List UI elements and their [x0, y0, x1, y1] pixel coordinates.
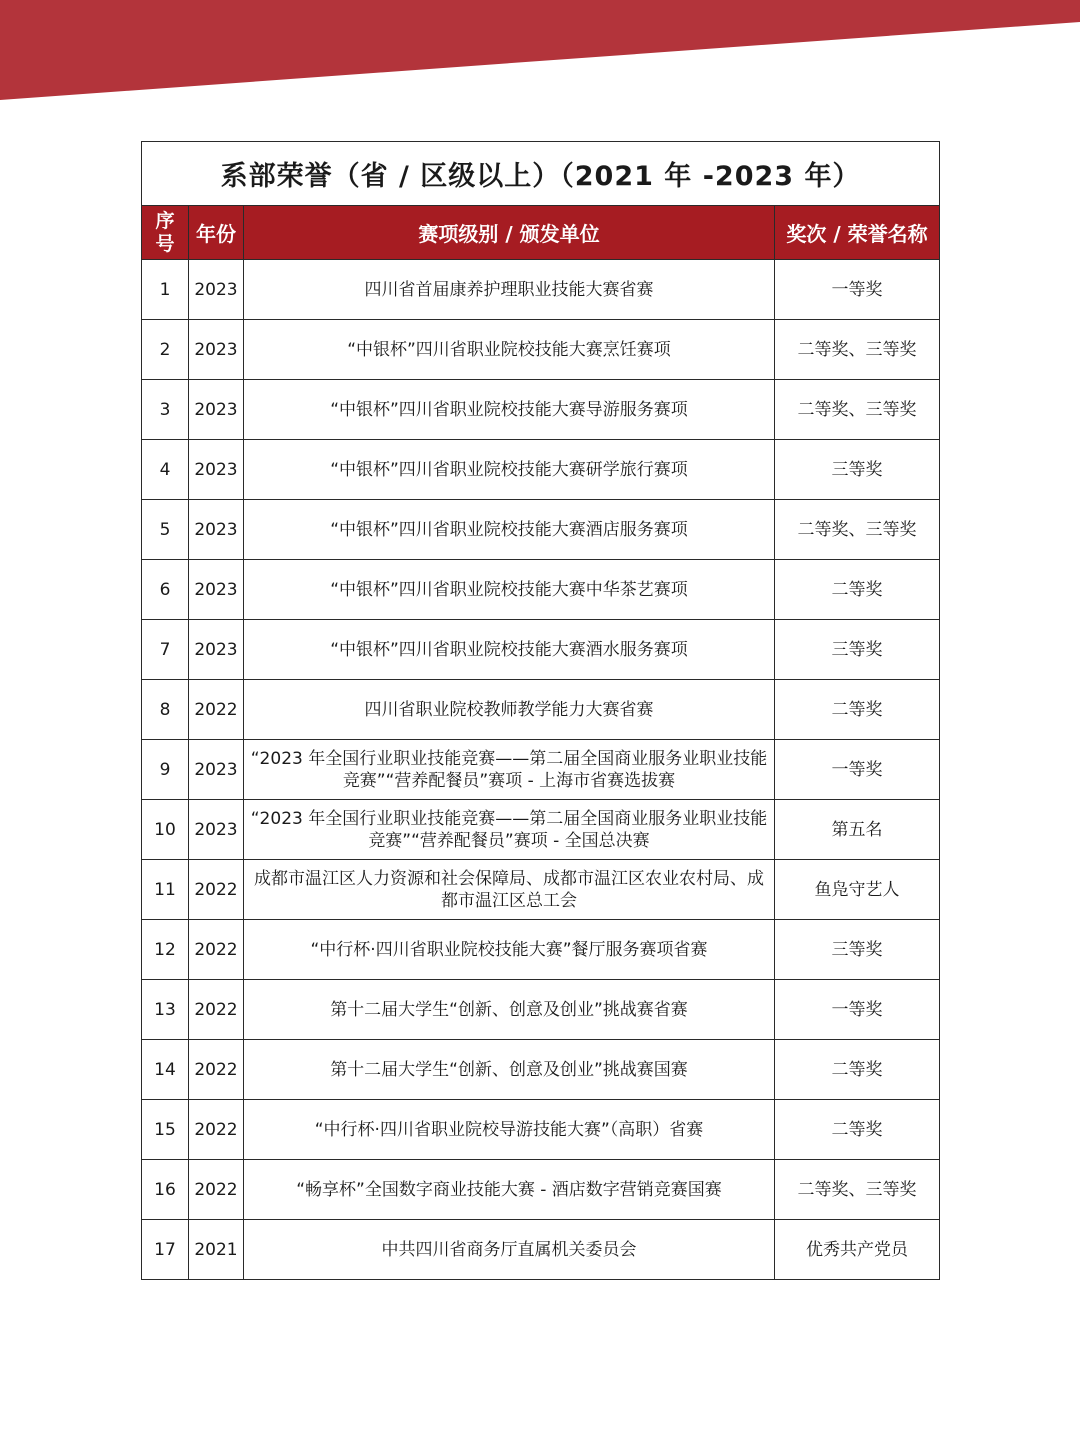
- row-year: 2021: [189, 1220, 244, 1280]
- row-award: 优秀共产党员: [775, 1220, 940, 1280]
- row-award: 二等奖: [775, 1100, 940, 1160]
- row-year: 2023: [189, 560, 244, 620]
- row-seq: 11: [142, 860, 189, 920]
- table-row: [142, 800, 940, 860]
- row-event: 四川省首届康养护理职业技能大赛省赛: [244, 260, 775, 320]
- table-row: [142, 1040, 940, 1100]
- row-event: “中行杯·四川省职业院校技能大赛”餐厅服务赛项省赛: [244, 920, 775, 980]
- row-seq: 1: [142, 260, 189, 320]
- row-award: 二等奖: [775, 680, 940, 740]
- row-award: 三等奖: [775, 620, 940, 680]
- row-event: “中银杯”四川省职业院校技能大赛酒水服务赛项: [244, 620, 775, 680]
- table-row: [142, 1160, 940, 1220]
- table-row: [142, 1100, 940, 1160]
- row-award: 二等奖、三等奖: [775, 380, 940, 440]
- table-row: [142, 740, 940, 800]
- table-row: [142, 260, 940, 320]
- row-award: 鱼凫守艺人: [775, 860, 940, 920]
- row-year: 2022: [189, 680, 244, 740]
- title-row: [142, 142, 940, 206]
- table-row: [142, 440, 940, 500]
- table-row: [142, 920, 940, 980]
- row-event: “中银杯”四川省职业院校技能大赛烹饪赛项: [244, 320, 775, 380]
- row-award: 二等奖: [775, 560, 940, 620]
- row-event: “畅享杯”全国数字商业技能大赛 - 酒店数字营销竞赛国赛: [244, 1160, 775, 1220]
- row-year: 2023: [189, 800, 244, 860]
- row-seq: 10: [142, 800, 189, 860]
- row-year: 2023: [189, 500, 244, 560]
- row-seq: 2: [142, 320, 189, 380]
- row-seq: 4: [142, 440, 189, 500]
- row-year: 2022: [189, 1160, 244, 1220]
- row-award: 二等奖: [775, 1040, 940, 1100]
- row-year: 2023: [189, 320, 244, 380]
- row-year: 2022: [189, 1100, 244, 1160]
- row-event: 四川省职业院校教师教学能力大赛省赛: [244, 680, 775, 740]
- header-event: 赛项级别 / 颁发单位: [244, 206, 775, 260]
- table-row: [142, 380, 940, 440]
- row-award: 第五名: [775, 800, 940, 860]
- honors-table: [141, 141, 940, 1280]
- row-year: 2023: [189, 440, 244, 500]
- row-year: 2022: [189, 860, 244, 920]
- row-year: 2022: [189, 980, 244, 1040]
- row-event: “2023 年全国行业职业技能竞赛——第二届全国商业服务业职业技能竞赛”“营养配餐员”赛项 - 全国总决赛: [244, 800, 775, 860]
- header-award: 奖次 / 荣誉名称: [775, 206, 940, 260]
- row-seq: 14: [142, 1040, 189, 1100]
- row-event: “中银杯”四川省职业院校技能大赛研学旅行赛项: [244, 440, 775, 500]
- row-seq: 12: [142, 920, 189, 980]
- banner-shape: [0, 0, 1080, 100]
- table-row: [142, 980, 940, 1040]
- row-seq: 5: [142, 500, 189, 560]
- header-row: [142, 206, 940, 260]
- row-event: “中行杯·四川省职业院校导游技能大赛”（高职）省赛: [244, 1100, 775, 1160]
- header-seq: [142, 206, 189, 260]
- row-seq: 3: [142, 380, 189, 440]
- row-seq: 8: [142, 680, 189, 740]
- row-event: “中银杯”四川省职业院校技能大赛导游服务赛项: [244, 380, 775, 440]
- row-award: 二等奖、三等奖: [775, 320, 940, 380]
- row-event: 成都市温江区人力资源和社会保障局、成都市温江区农业农村局、成都市温江区总工会: [244, 860, 775, 920]
- row-year: 2023: [189, 260, 244, 320]
- table-row: [142, 1220, 940, 1280]
- row-event: “中银杯”四川省职业院校技能大赛中华茶艺赛项: [244, 560, 775, 620]
- row-event: “中银杯”四川省职业院校技能大赛酒店服务赛项: [244, 500, 775, 560]
- row-award: 二等奖、三等奖: [775, 500, 940, 560]
- row-event: “2023 年全国行业职业技能竞赛——第二届全国商业服务业职业技能竞赛”“营养配餐员”赛项 - 上海市省赛选拔赛: [244, 740, 775, 800]
- row-year: 2023: [189, 380, 244, 440]
- header-seq-line2: 号: [155, 232, 175, 255]
- row-event: 第十二届大学生“创新、创意及创业”挑战赛省赛: [244, 980, 775, 1040]
- row-event: 中共四川省商务厅直属机关委员会: [244, 1220, 775, 1280]
- table-row: [142, 500, 940, 560]
- header-seq-line1: 序: [155, 209, 175, 232]
- table-row: [142, 860, 940, 920]
- row-seq: 9: [142, 740, 189, 800]
- table-row: [142, 620, 940, 680]
- row-seq: 17: [142, 1220, 189, 1280]
- header-year: 年份: [189, 206, 244, 260]
- row-seq: 16: [142, 1160, 189, 1220]
- table-row: [142, 320, 940, 380]
- row-award: 三等奖: [775, 920, 940, 980]
- row-award: 三等奖: [775, 440, 940, 500]
- row-award: 一等奖: [775, 980, 940, 1040]
- table-row: [142, 680, 940, 740]
- row-event: 第十二届大学生“创新、创意及创业”挑战赛国赛: [244, 1040, 775, 1100]
- row-year: 2023: [189, 620, 244, 680]
- row-award: 一等奖: [775, 740, 940, 800]
- table-title: 系部荣誉（省 / 区级以上）（2021 年 -2023 年）: [142, 142, 940, 206]
- row-year: 2023: [189, 740, 244, 800]
- row-seq: 6: [142, 560, 189, 620]
- row-seq: 15: [142, 1100, 189, 1160]
- row-award: 一等奖: [775, 260, 940, 320]
- top-red-banner: [0, 0, 1080, 110]
- row-seq: 7: [142, 620, 189, 680]
- table-row: [142, 560, 940, 620]
- row-year: 2022: [189, 920, 244, 980]
- row-seq: 13: [142, 980, 189, 1040]
- row-year: 2022: [189, 1040, 244, 1100]
- row-award: 二等奖、三等奖: [775, 1160, 940, 1220]
